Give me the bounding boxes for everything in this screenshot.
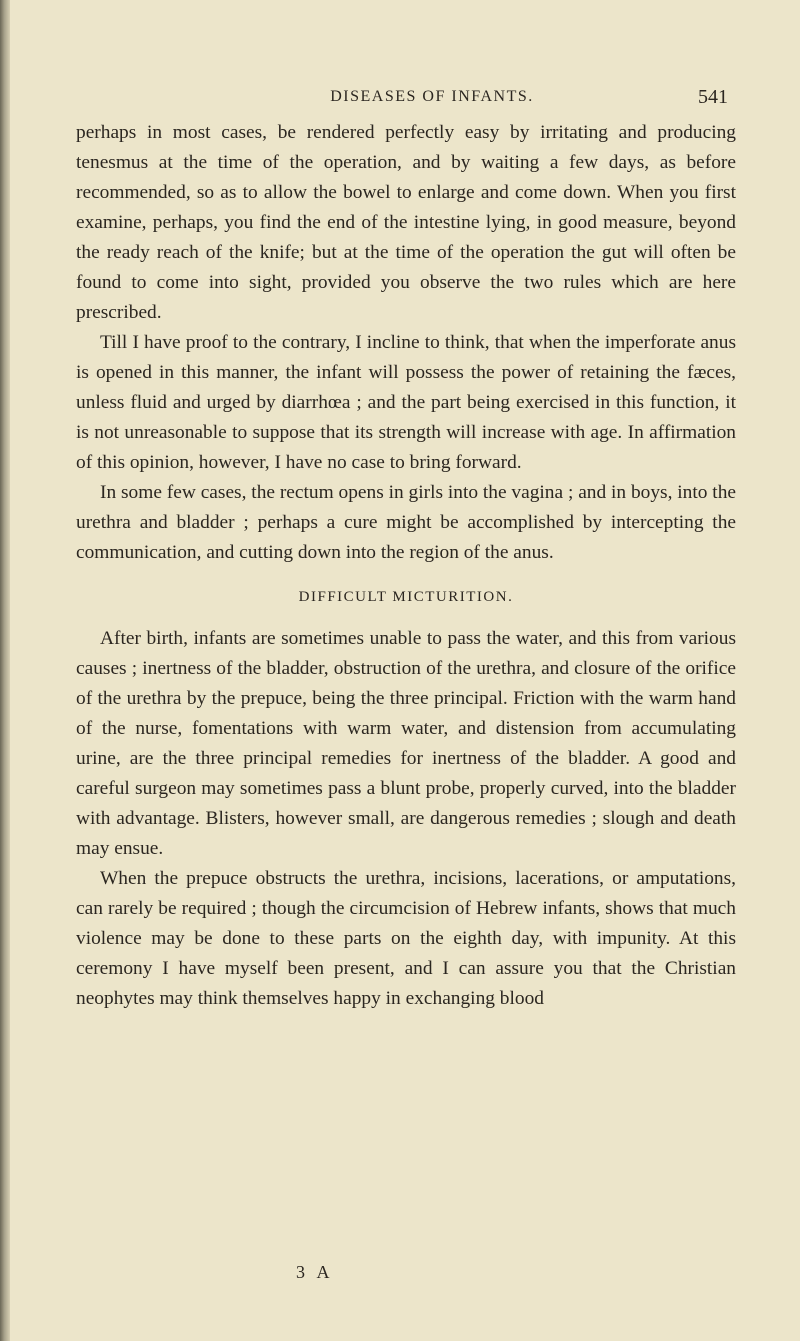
paragraph-rectum-vagina: In some few cases, the rectum opens in girls into the vagina ; and in boys, into the urethra and bladder ; perhaps a cure might be accomplished by intercepting the communication, and cutting down into the region of the anus. xyxy=(76,482,736,563)
section-heading: DIFFICULT MICTURITION. xyxy=(298,589,514,605)
running-head xyxy=(74,88,740,112)
paragraph-fecal-retention: Till I have proof to the contrary, I incline to think, that when the imperforate anus is opened in this manner, the infant will possess the power of retaining the fæces, unless fluid and urged by diarrhœa ; and the part being exercised in this function, it is not unreasonable to suppose that its strength will increase with age. In affirmation of this opinion, however, I have no case to bring forward. xyxy=(76,332,736,473)
paragraph-continuation: perhaps in most cases, be rendered perfectly easy by irritating and producing tenesmus at the time of the operation, and by waiting a few days, as before recommended, so as to allow the bowel to enlarge and come down. When you first examine, perhaps, you find the end of the intestine lying, in good measure, beyond the ready reach of the knife; but at the time of the operation the gut will often be found to come into sight, provided you observe the two rules which are here prescribed. xyxy=(76,122,736,323)
paragraph-prepuce-obstruction: When the prepuce obstructs the urethra, incisions, lacerations, or amputations, can rarely be required ; though the circumcision of Hebrew infants, shows that much violence may be done to these parts on the eighth day, with impunity. At this ceremony I have myself been present, and I can assure you that the Christian neophytes may think themselves happy in exchanging blood xyxy=(76,868,736,1009)
page-number: 541 xyxy=(698,86,728,108)
body-text xyxy=(76,118,736,1014)
signature-mark: 3 A xyxy=(296,1262,334,1282)
running-title: DISEASES OF INFANTS. xyxy=(330,88,534,105)
book-spine-edge xyxy=(0,0,10,1341)
paragraph-micturition-causes: After birth, infants are sometimes unable to pass the water, and this from various causes ; inertness of the bladder, obstruction of the urethra, and closure of the orifice of the urethra by the prepuce, being the three principal. Friction with the warm hand of the nurse, fomentations with warm water, and distension from accumulating urine, are the three principal remedies for inertness of the bladder. A good and careful surgeon may sometimes pass a blunt probe, properly curved, into the bladder with advantage. Blisters, however small, are dangerous remedies ; slough and death may ensue. xyxy=(76,628,736,859)
